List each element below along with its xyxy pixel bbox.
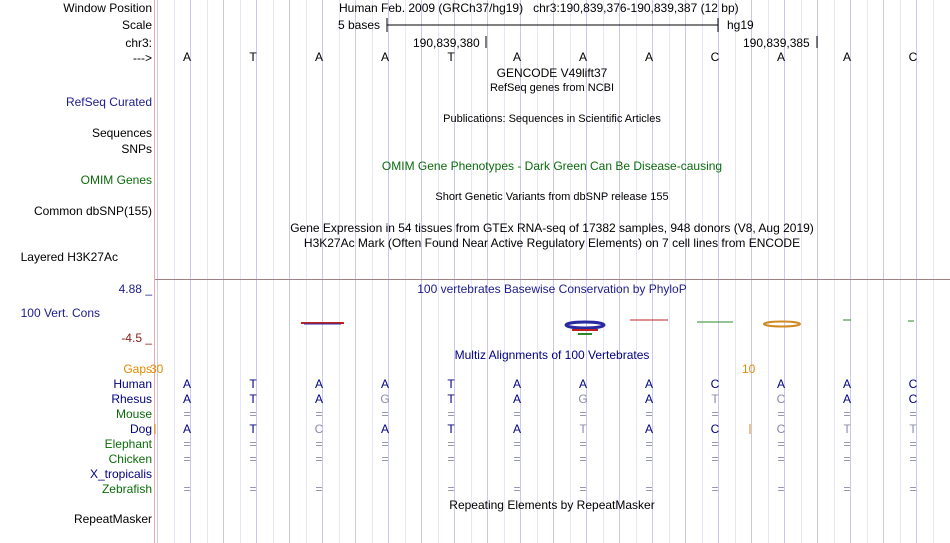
alignment-base: = — [777, 407, 785, 421]
alignment-base: T — [447, 392, 455, 406]
species-label-chicken: Chicken — [108, 452, 152, 466]
multiz-track-title[interactable]: Multiz Alignments of 100 Vertebrates — [454, 348, 650, 362]
alignment-base: = — [579, 437, 587, 451]
cons-min-label: -4.5 _ — [121, 331, 152, 345]
gaps-label[interactable]: Gaps — [123, 362, 152, 376]
alignment-base: T — [447, 422, 455, 436]
alignment-base: = — [249, 452, 257, 466]
species-label-zebrafish: Zebrafish — [101, 482, 152, 496]
repeatmasker-track-label[interactable]: RepeatMasker — [73, 512, 152, 526]
alignment-base: = — [183, 482, 191, 496]
alignment-base: A — [380, 377, 389, 391]
ruler-base: A — [314, 50, 323, 64]
dbsnp-track-label[interactable]: Common dbSNP(155) — [33, 204, 152, 218]
alignment-base: = — [843, 407, 851, 421]
scale-label[interactable]: Scale — [121, 18, 152, 32]
ruler-base: A — [182, 50, 191, 64]
alignment-base: = — [513, 482, 521, 496]
ruler-base: A — [512, 50, 521, 64]
alignment-base: = — [909, 452, 917, 466]
snps-track-label[interactable]: SNPs — [121, 142, 152, 156]
alignment-base: = — [315, 482, 323, 496]
alignment-base: = — [513, 407, 521, 421]
ruler-tick-2: 190,839,385 — [743, 36, 810, 50]
alignment-base: = — [513, 452, 521, 466]
ruler-base: A — [644, 50, 653, 64]
alignment-base: = — [909, 437, 917, 451]
species-label-dog: Dog — [129, 422, 152, 436]
alignment-base: = — [447, 482, 455, 496]
h3k27ac-track-title[interactable]: H3K27Ac Mark (Often Found Near Active Regulatory Elements) on 7 cell lines from ENCODE — [303, 236, 801, 250]
alignment-base: = — [909, 407, 917, 421]
alignment-base: = — [645, 407, 653, 421]
phylop-glyph-2 — [566, 322, 604, 334]
species-label-x_tropicalis: X_tropicalis — [89, 467, 152, 481]
alignment-base: A — [842, 377, 851, 391]
alignment-base: = — [777, 482, 785, 496]
alignment-base: A — [842, 392, 851, 406]
alignment-base: = — [843, 437, 851, 451]
phylop-track-title[interactable]: 100 vertebrates Basewise Conservation by PhyloP — [417, 282, 687, 296]
ruler-base: A — [776, 50, 785, 64]
ruler-base: A — [842, 50, 851, 64]
species-label-rhesus: Rhesus — [111, 392, 152, 406]
alignment-base: G — [380, 392, 390, 406]
alignment-base: A — [314, 377, 323, 391]
alignment-base: A — [314, 392, 323, 406]
alignment-base: = — [843, 452, 851, 466]
alignment-base: A — [182, 392, 191, 406]
strand-label[interactable]: ---> — [133, 51, 152, 65]
alignment-base: = — [711, 407, 719, 421]
h3k27ac-track-label[interactable]: Layered H3K27Ac — [20, 250, 118, 264]
alignment-base: = — [513, 437, 521, 451]
phylop-glyph-1 — [301, 323, 344, 324]
repeatmasker-track-title[interactable]: Repeating Elements by RepeatMasker — [449, 498, 655, 512]
alignment-base: A — [644, 392, 653, 406]
alignment-base: C — [908, 377, 918, 391]
cons-track-label[interactable]: 100 Vert. Cons — [20, 306, 100, 320]
ruler-base: T — [447, 50, 455, 64]
alignment-base: = — [909, 482, 917, 496]
alignment-base: A — [182, 377, 191, 391]
alignment-base: T — [711, 392, 719, 406]
alignment-base: = — [183, 437, 191, 451]
alignment-base: T — [579, 422, 587, 436]
ruler-base: A — [380, 50, 389, 64]
alignment-base: T — [249, 392, 257, 406]
alignment-base: A — [512, 377, 521, 391]
alignment-base: G — [578, 392, 588, 406]
gaps-left-count: 30 — [150, 362, 164, 376]
refseq-track-label[interactable]: RefSeq Curated — [65, 95, 152, 109]
alignment-base: T — [249, 422, 257, 436]
alignment-base: C — [710, 422, 720, 436]
gaps-right-count: 10 — [742, 362, 756, 376]
species-label-human: Human — [113, 377, 152, 391]
alignment-base: = — [381, 407, 389, 421]
window-position-label[interactable]: Window Position — [63, 1, 152, 15]
alignment-base: C — [776, 422, 786, 436]
scale-assembly: hg19 — [727, 18, 754, 32]
alignment-base: A — [644, 377, 653, 391]
ruler-base: C — [908, 50, 918, 64]
alignment-base: T — [447, 377, 455, 391]
alignment-base: T — [843, 422, 851, 436]
gencode-track-title[interactable]: GENCODE V49lift37 — [496, 66, 608, 80]
alignment-base: A — [380, 422, 389, 436]
alignment-base: T — [249, 377, 257, 391]
phylop-glyph-5 — [764, 322, 800, 327]
alignment-base: = — [447, 407, 455, 421]
chr-label[interactable]: chr3: — [125, 36, 152, 50]
cons-max-label: 4.88 _ — [118, 282, 152, 296]
scale-text: 5 bases — [338, 18, 381, 32]
alignment-base: = — [315, 437, 323, 451]
alignment-base: = — [645, 482, 653, 496]
ruler-base: A — [578, 50, 587, 64]
alignment-base: = — [645, 437, 653, 451]
alignment-base: = — [315, 407, 323, 421]
ruler-tick-1: 190,839,380 — [413, 36, 480, 50]
phylop-glyph-6 — [843, 320, 914, 321]
alignment-base: C — [776, 392, 786, 406]
publications-track-title[interactable]: Publications: Sequences in Scientific Articles — [443, 113, 661, 125]
alignment-base: = — [249, 437, 257, 451]
alignment-base: = — [579, 452, 587, 466]
alignment-base: A — [776, 377, 785, 391]
alignment-base: A — [578, 377, 587, 391]
alignment-base: = — [381, 452, 389, 466]
sequences-track-label[interactable]: Sequences — [91, 126, 152, 140]
alignment-base: = — [645, 452, 653, 466]
alignment-base: = — [447, 452, 455, 466]
alignment-base: = — [183, 407, 191, 421]
refseq-track-title[interactable]: RefSeq genes from NCBI — [489, 82, 615, 94]
species-label-elephant: Elephant — [104, 437, 152, 451]
omim-track-label[interactable]: OMIM Genes — [80, 173, 152, 187]
alignment-base: C — [710, 377, 720, 391]
alignment-base: A — [512, 422, 521, 436]
alignment-base: = — [579, 407, 587, 421]
alignment-base: = — [777, 452, 785, 466]
alignment-base: = — [381, 437, 389, 451]
alignment-base: = — [183, 452, 191, 466]
alignment-base: = — [777, 437, 785, 451]
alignment-base: = — [447, 437, 455, 451]
alignment-base: = — [315, 452, 323, 466]
assembly-name: Human Feb. 2009 (GRCh37/hg19) — [339, 1, 524, 15]
alignment-base: = — [843, 482, 851, 496]
alignment-base: = — [711, 452, 719, 466]
alignment-base: = — [579, 482, 587, 496]
gtex-track-title[interactable]: Gene Expression in 54 tissues from GTEx RNA-seq of 17382 samples, 948 donors (V8, Aug 2019) — [290, 221, 814, 235]
alignment-base: = — [711, 482, 719, 496]
alignment-base: = — [249, 482, 257, 496]
alignment-base: C — [908, 392, 918, 406]
alignment-base: = — [249, 407, 257, 421]
ruler-base: T — [249, 50, 257, 64]
ruler-base: C — [710, 50, 720, 64]
alignment-base: C — [314, 422, 324, 436]
position-range: chr3:190,839,376-190,839,387 (12 bp) — [533, 1, 739, 15]
alignment-base: = — [711, 437, 719, 451]
alignment-base: A — [644, 422, 653, 436]
alignment-base: T — [909, 422, 917, 436]
alignment-base: A — [182, 422, 191, 436]
omim-track-title[interactable]: OMIM Gene Phenotypes - Dark Green Can Be Disease-causing — [381, 159, 723, 173]
alignment-base: A — [512, 392, 521, 406]
species-label-mouse: Mouse — [115, 407, 152, 421]
dbsnp-track-title[interactable]: Short Genetic Variants from dbSNP release 155 — [435, 191, 669, 203]
